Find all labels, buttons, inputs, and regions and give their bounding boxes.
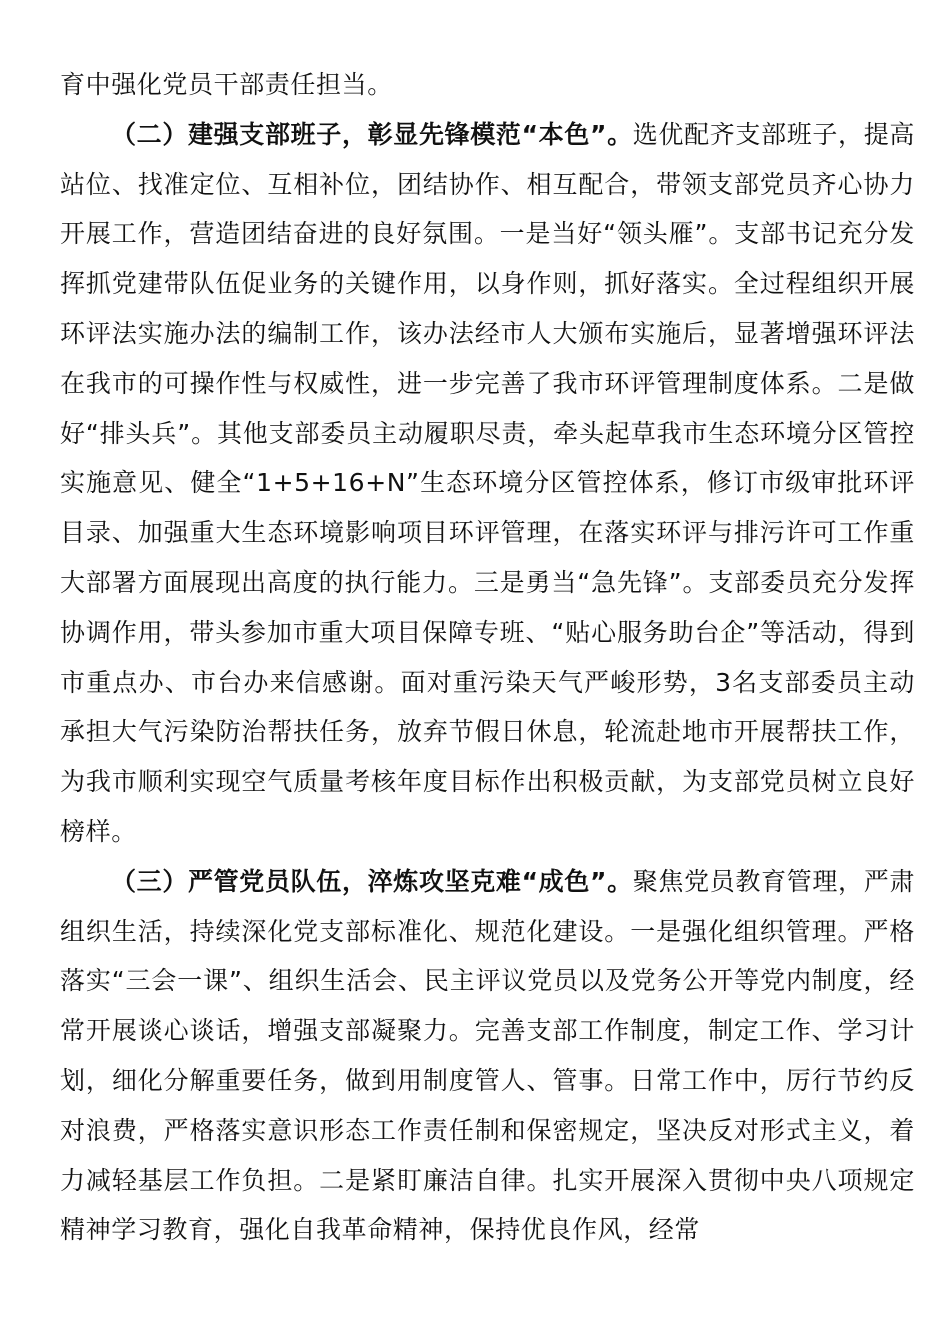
- section-3-heading: （三）严管党员队伍，淬炼攻坚克难“成色”。: [111, 866, 633, 896]
- section-2-heading: （二）建强支部班子，彰显先锋模范“本色”。: [111, 119, 633, 149]
- section-3-body: 聚焦党员教育管理，严肃组织生活，持续深化党支部标准化、规范化建设。一是强化组织管理。严格落实“三会一课”、组织生活会、民主评议党员以及党务公开等党内制度，经常开展谈心谈话，增强支部凝聚力。完善支部工作制度，制定工作、学习计划，细化分解重要任务，做到用制度管人、管事。日常工作中，厉行节约反对浪费，严格落实意识形态工作责任制和保密规定，坚决反对形式主义，着力减轻基层工作负担。二是紧盯廉洁自律。扎实开展深入贯彻中央八项规定精神学习教育，强化自我革命精神，保持优良作风，经常: [60, 866, 915, 1245]
- continuation-text: 育中强化党员干部责任担当。: [60, 70, 393, 99]
- section-3-paragraph: [60, 857, 915, 1255]
- section-2-body: 选优配齐支部班子，提高站位、找准定位、互相补位，团结协作、相互配合，带领支部党员齐心协力开展工作，营造团结奋进的良好氛围。一是当好“领头雁”。支部书记充分发挥抓党建带队伍促业务的关键作用，以身作则，抓好落实。全过程组织开展环评法实施办法的编制工作，该办法经市人大颁布实施后，显著增强环评法在我市的可操作性与权威性，进一步完善了我市环评管理制度体系。二是做好“排头兵”。其他支部委员主动履职尽责，牵头起草我市生态环境分区管控实施意见、健全“1+5+16+N”生态环境分区管控体系，修订市级审批环评目录、加强重大生态环境影响项目环评管理，在落实环评与排污许可工作重大部署方面展现出高度的执行能力。三是勇当“急先锋”。支部委员充分发挥协调作用，带头参加市重大项目保障专班、“贴心服务助台企”等活动，得到市重点办、市台办来信感谢。面对重污染天气严峻形势，3名支部委员主动承担大气污染防治帮扶任务，放弃节假日休息，轮流赴地市开展帮扶工作，为我市顺利实现空气质量考核年度目标作出积极贡献，为支部党员树立良好榜样。: [60, 119, 915, 846]
- document-page: [60, 60, 915, 1255]
- continuation-paragraph: [60, 60, 915, 110]
- section-2-paragraph: [60, 110, 915, 857]
